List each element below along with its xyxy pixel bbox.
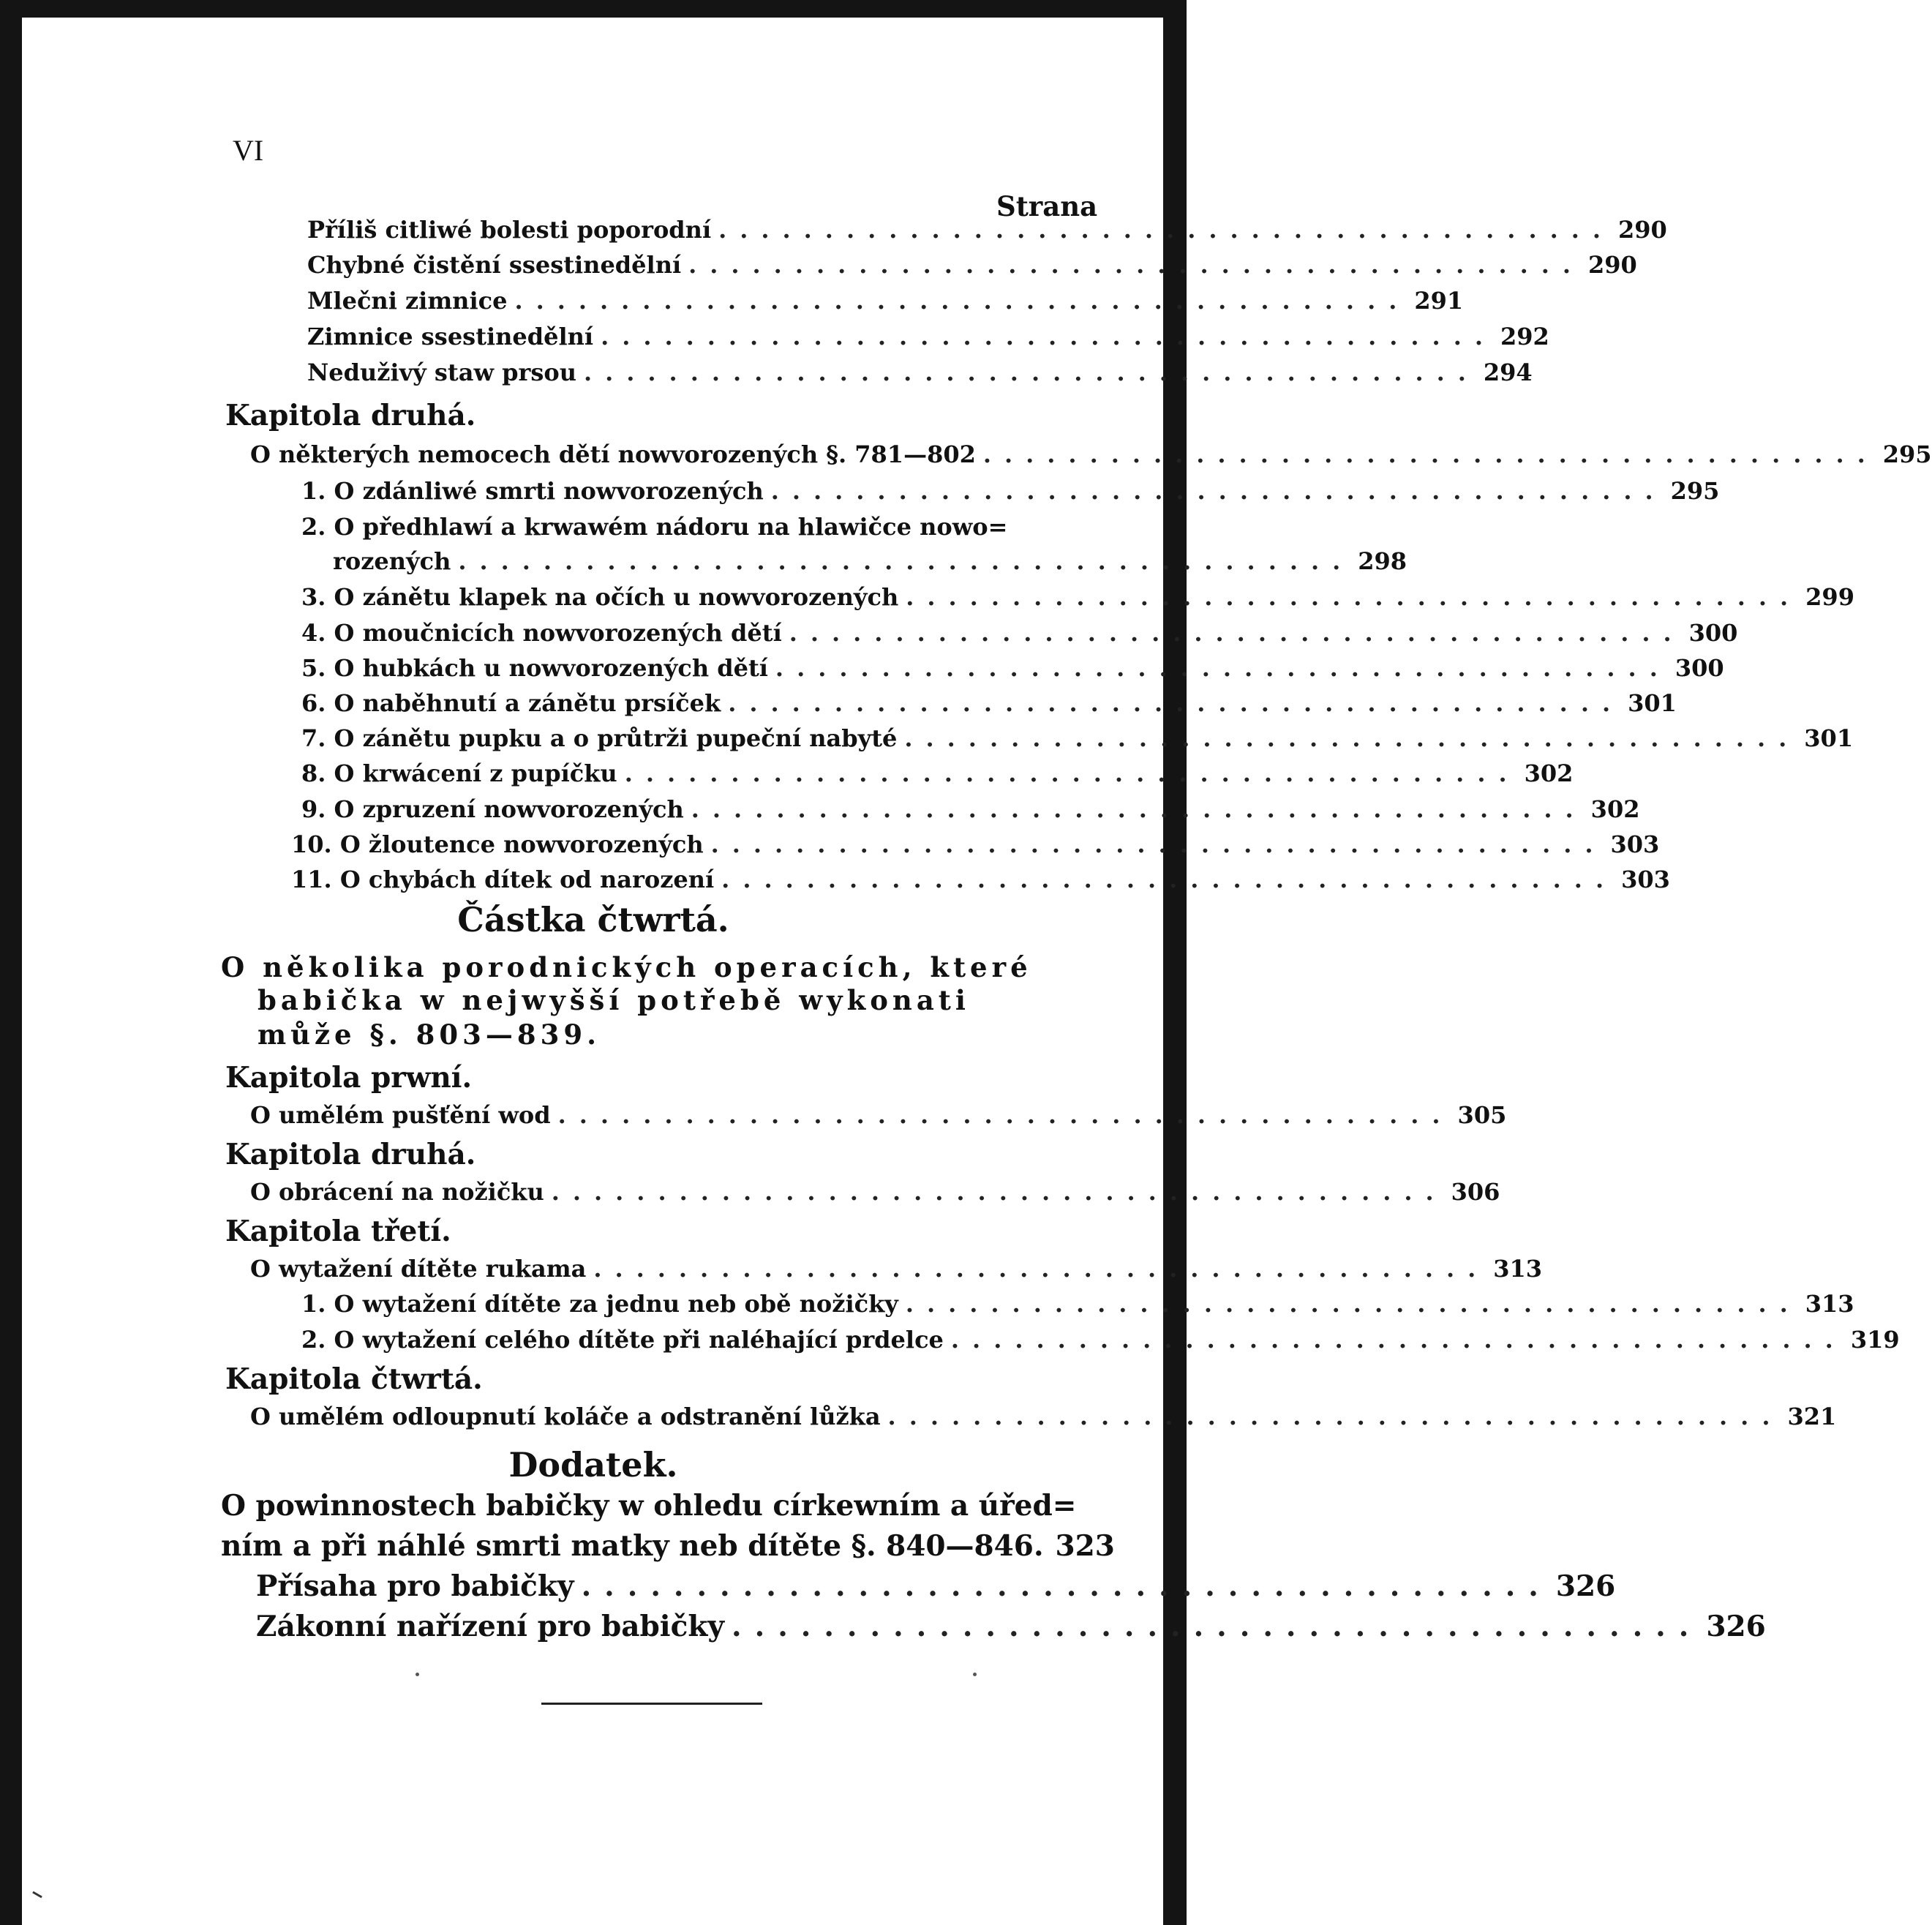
toc-entry-text: 6. O naběhnutí a zánětu prsíček xyxy=(301,689,721,717)
toc-entry[interactable] xyxy=(291,866,1670,893)
toc-entry-page: 305 xyxy=(1457,1101,1507,1129)
leader-dots: .......................................... xyxy=(691,795,1587,823)
leader-dots: .......................................... xyxy=(789,619,1685,647)
section-heading-line: babička w nejwyšší potřebě wykonati xyxy=(258,984,970,1016)
toc-entry-page: 295 xyxy=(1882,440,1932,468)
leader-dots: .......................................... xyxy=(601,323,1496,350)
leader-dots: .......................................... xyxy=(624,759,1520,787)
toc-entry-page: 294 xyxy=(1483,359,1533,386)
toc-entry-text: Chybné čistění ssestinedělní xyxy=(307,251,682,279)
toc-entry[interactable] xyxy=(301,795,1640,823)
toc-entry-page: 313 xyxy=(1805,1290,1854,1318)
chapter-title: Kapitola čtwrtá. xyxy=(225,1362,483,1396)
leader-dots: .......................................... xyxy=(581,1569,1552,1603)
toc-entry-text: 2. O wytažení celého dítěte při naléhající prdelce xyxy=(301,1326,944,1354)
toc-entry-text: 2. O předhlawí a krwawém nádoru na hlawičce nowo= xyxy=(301,513,1008,541)
toc-entry-page: 301 xyxy=(1628,689,1677,717)
toc-entry-page: 290 xyxy=(1588,251,1637,279)
toc-entry[interactable] xyxy=(250,440,1932,468)
toc-entry-text: 10. O žloutence nowvorozených xyxy=(291,830,704,858)
toc-entry[interactable] xyxy=(333,547,1407,575)
page-number: VI xyxy=(233,134,264,167)
chapter-title: Kapitola prwní. xyxy=(225,1061,473,1095)
leader-dots: .......................................... xyxy=(593,1255,1489,1283)
toc-entry[interactable] xyxy=(301,619,1738,647)
section-heading-line: může §. 803—839. xyxy=(258,1018,601,1051)
toc-entry-page: 301 xyxy=(1804,724,1854,752)
leader-dots: .......................................... xyxy=(710,830,1606,858)
leader-dots: .......................................... xyxy=(950,1326,1846,1354)
toc-entry[interactable] xyxy=(307,359,1533,386)
leader-dots: .......................................... xyxy=(732,1610,1702,1643)
column-header: Strana xyxy=(996,190,1098,222)
leader-dots: .......................................... xyxy=(458,547,1354,575)
toc-entry-text: Mlečni zimnice xyxy=(307,287,508,315)
leader-dots: .......................................... xyxy=(721,866,1617,893)
toc-entry-page: 303 xyxy=(1610,830,1660,858)
toc-entry-text: O umělém pušťění wod xyxy=(250,1101,551,1129)
toc-entry-page: 290 xyxy=(1618,216,1667,244)
toc-entry-text: O wytažení dítěte rukama xyxy=(250,1255,587,1283)
toc-entry-page: 313 xyxy=(1493,1255,1543,1283)
leader-dots: .......................................... xyxy=(728,689,1624,717)
toc-entry-text: 3. O zánětu klapek na očích u nowvorozených xyxy=(301,583,899,611)
toc-entry-text: Přísaha pro babičky xyxy=(256,1569,574,1603)
toc-entry[interactable] xyxy=(250,1178,1500,1206)
end-rule xyxy=(541,1703,762,1705)
toc-entry-page: 291 xyxy=(1414,287,1464,315)
toc-entry-page: 323 xyxy=(1055,1529,1115,1563)
toc-entry-page: 303 xyxy=(1621,866,1670,893)
toc-entry[interactable] xyxy=(291,830,1660,858)
leader-dots: .......................................... xyxy=(551,1178,1447,1206)
appendix-heading-line: ním a při náhlé smrti matky neb dítěte §. 840—846. xyxy=(221,1529,1044,1563)
chapter-title: Kapitola druhá. xyxy=(225,399,476,432)
leader-dots: .......................................... xyxy=(775,654,1671,682)
leader-dots: .......................................... xyxy=(583,359,1479,386)
chapter-title: Kapitola druhá. xyxy=(225,1138,476,1171)
toc-entry[interactable] xyxy=(301,1326,1900,1354)
appendix-title: Dodatek. xyxy=(508,1445,678,1485)
toc-entry-page: 300 xyxy=(1674,654,1724,682)
toc-entry[interactable] xyxy=(307,251,1637,279)
toc-entry-page: 326 xyxy=(1706,1610,1766,1643)
toc-entry[interactable] xyxy=(250,1101,1507,1129)
toc-entry[interactable] xyxy=(301,689,1677,717)
toc-entry-text: O umělém odloupnutí koláče a odstranění lůžka xyxy=(250,1403,881,1430)
leader-dots: .......................................... xyxy=(514,287,1410,315)
section-title: Částka čtwrtá. xyxy=(457,900,729,939)
toc-entry-text: 11. O chybách dítek od narození xyxy=(291,866,715,893)
leader-dots: .......................................... xyxy=(904,724,1800,752)
toc-entry[interactable] xyxy=(307,216,1667,244)
toc-entry-text: O některých nemocech dětí nowvorozených §. 781—802 xyxy=(250,440,976,468)
leader-dots: .......................................... xyxy=(906,583,1802,611)
leader-dots: .......................................... xyxy=(557,1101,1454,1129)
toc-entry-page: 302 xyxy=(1590,795,1640,823)
leader-dots: .......................................... xyxy=(770,477,1666,505)
toc-entry-page: 300 xyxy=(1688,619,1738,647)
toc-entry-page: 306 xyxy=(1451,1178,1500,1206)
appendix-heading-line: O powinnostech babičky w ohledu církewním a úřed= xyxy=(221,1489,1077,1523)
chapter-title: Kapitola třetí. xyxy=(225,1215,451,1248)
toc-entry-text: Neduživý staw prsou xyxy=(307,359,576,386)
toc-entry-text: O obrácení na nožičku xyxy=(250,1178,544,1206)
toc-entry-text: Zákonní nařízení pro babičky xyxy=(256,1610,725,1643)
section-heading-line: O několika porodnických operacích, které xyxy=(221,951,1032,983)
toc-entry-page: 295 xyxy=(1670,477,1720,505)
toc-entry[interactable] xyxy=(307,287,1464,315)
print-speck xyxy=(416,1673,419,1676)
toc-entry[interactable] xyxy=(301,724,1854,752)
toc-entry-text: 8. O krwácení z pupíčku xyxy=(301,759,617,787)
leader-dots: .......................................... xyxy=(688,251,1585,279)
leader-dots: .......................................... xyxy=(718,216,1614,244)
toc-entry[interactable] xyxy=(301,1290,1854,1318)
leader-dots: .......................................... xyxy=(905,1290,1801,1318)
toc-entry-text: 9. O zpruzení nowvorozených xyxy=(301,795,684,823)
toc-entry[interactable] xyxy=(301,654,1724,682)
toc-entry-text: 4. O moučnicích nowvorozených dětí xyxy=(301,619,782,647)
toc-entry[interactable] xyxy=(256,1569,1616,1603)
toc-entry-text: 1. O wytažení dítěte za jednu neb obě nožičky xyxy=(301,1290,898,1318)
toc-entry-text: 7. O zánětu pupku a o průtrži pupeční nabyté xyxy=(301,724,898,752)
leader-dots: .......................................... xyxy=(887,1403,1783,1430)
toc-entry[interactable] xyxy=(250,1255,1543,1283)
toc-entry-page: 319 xyxy=(1850,1326,1900,1354)
toc-entry-page: 298 xyxy=(1358,547,1407,575)
toc-entry-page: 321 xyxy=(1787,1403,1837,1430)
toc-entry[interactable] xyxy=(301,477,1720,505)
toc-entry-text: 5. O hubkách u nowvorozených dětí xyxy=(301,654,768,682)
toc-entry[interactable] xyxy=(307,323,1549,350)
toc-entry[interactable] xyxy=(250,1403,1837,1430)
toc-entry-text: Zimnice ssestinedělní xyxy=(307,323,594,350)
toc-entry-page: 302 xyxy=(1524,759,1574,787)
toc-entry[interactable] xyxy=(301,759,1574,787)
toc-entry-page: 292 xyxy=(1500,323,1549,350)
print-speck xyxy=(973,1673,977,1676)
toc-entry[interactable] xyxy=(256,1610,1766,1643)
toc-entry-text: 1. O zdánliwé smrti nowvorozených xyxy=(301,477,764,505)
appendix-heading-row[interactable] xyxy=(221,1529,1115,1563)
toc-entry-text: rozených xyxy=(333,547,451,575)
leader-dots: .......................................... xyxy=(982,440,1879,468)
toc-entry-page: 326 xyxy=(1555,1569,1616,1603)
toc-entry[interactable] xyxy=(301,583,1854,611)
toc-entry-page: 299 xyxy=(1805,583,1854,611)
toc-entry-text: Příliš citliwé bolesti poporodní xyxy=(307,216,712,244)
